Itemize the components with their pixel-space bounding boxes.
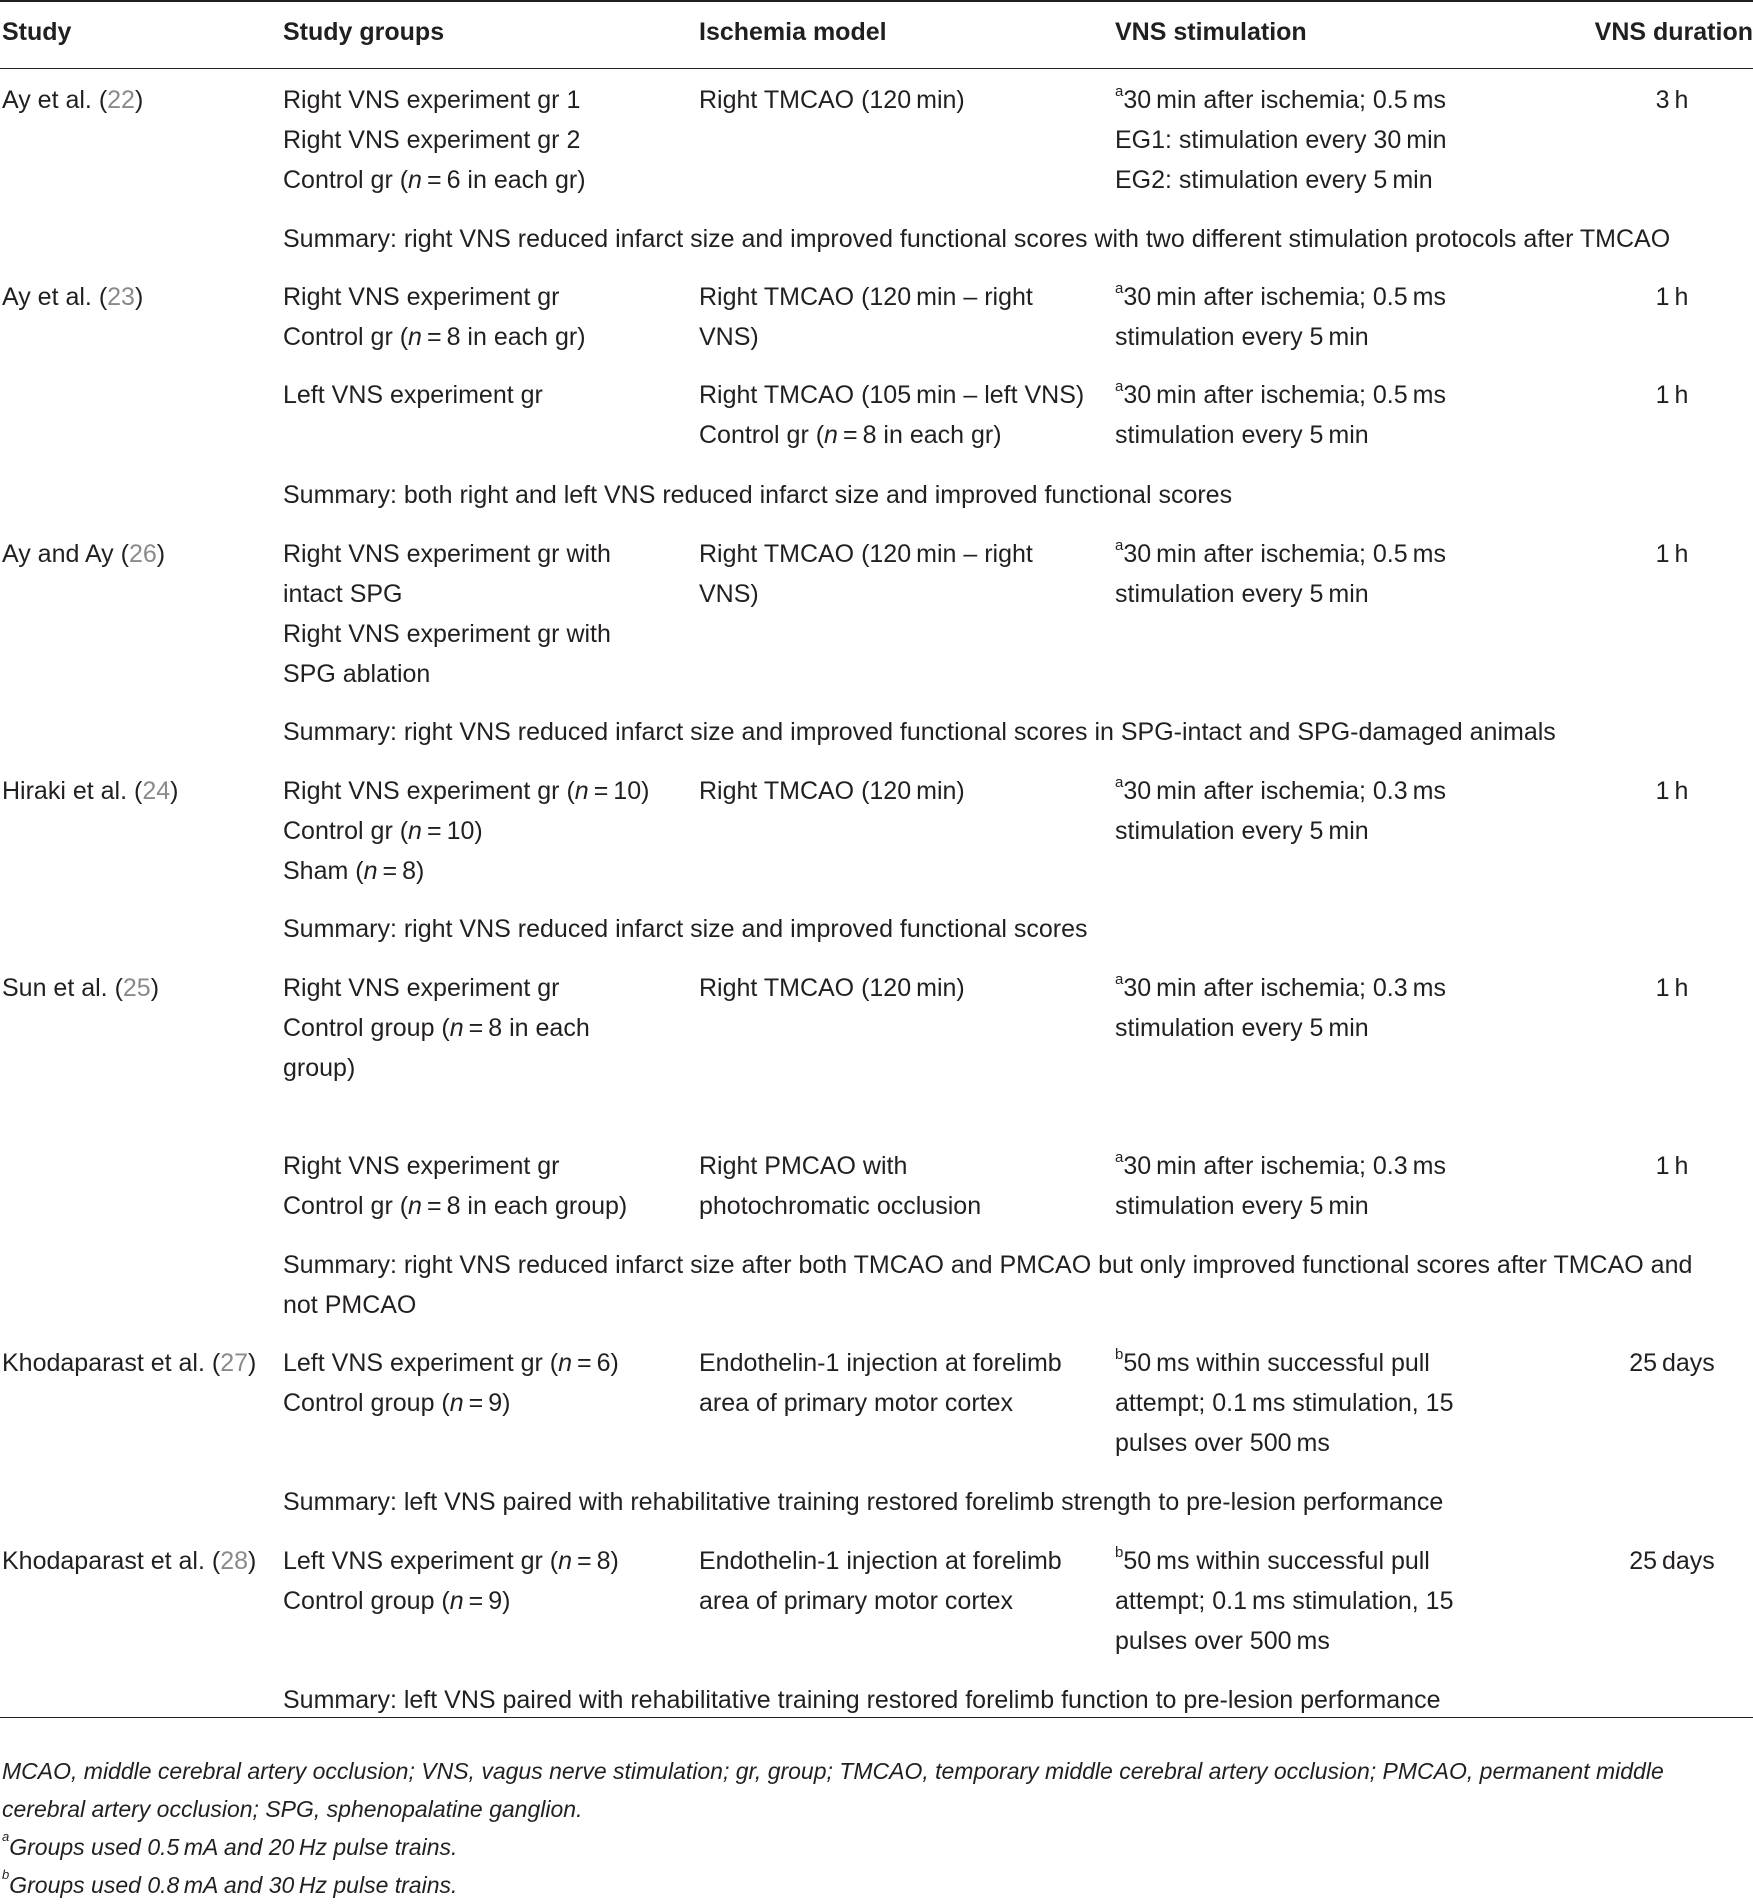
duration-cell: 1 h	[1655, 974, 1689, 1002]
study-cell: Ay et al. (22)	[2, 86, 144, 114]
model-cell: Right PMCAO with photochromatic occlusion	[699, 1152, 982, 1220]
groups-cell: Left VNS experiment gr	[283, 381, 543, 409]
stimulation-cell: $^b$50 ms within successful pull attempt; 0.1 ms stimulation, 15 pulses over 500 ms	[1115, 1345, 1454, 1457]
groups-cell: Left VNS experiment gr (n = 6) Control group (n = 9)	[283, 1349, 619, 1417]
model-cell: Right TMCAO (120 min – right VNS)	[699, 283, 1033, 351]
summary-row: Summary: right VNS reduced infarct size and improved functional scores with two different stimulation protocols after TMCAO	[283, 225, 1671, 253]
duration-cell: 1 h	[1655, 381, 1689, 409]
duration-cell: 1 h	[1655, 777, 1689, 805]
stimulation-cell: $^a$30 min after ischemia; 0.5 ms stimulation every 5 min	[1115, 279, 1446, 351]
header-vns-stimulation: VNS stimulation	[1115, 18, 1307, 46]
duration-cell: 1 h	[1655, 283, 1689, 311]
stimulation-cell: $^a$30 min after ischemia; 0.3 ms stimulation every 5 min	[1115, 970, 1446, 1042]
table-top-rule	[0, 0, 1753, 2]
duration-cell: 25 days	[1629, 1547, 1715, 1575]
duration-cell: 3 h	[1655, 86, 1689, 114]
model-cell: Endothelin-1 injection at forelimb area of primary motor cortex	[699, 1349, 1062, 1417]
header-vns-duration: VNS duration	[1594, 18, 1753, 46]
groups-cell: Right VNS experiment gr 1 Right VNS experiment gr 2 Control gr (n = 6 in each gr)	[283, 86, 586, 194]
abbreviations-note: MCAO, middle cerebral artery occlusion; VNS, vagus nerve stimulation; gr, group; TMCAO, temporary middle cerebral artery occlusion; PMCAO, permanent middle	[2, 1758, 1664, 1784]
header-study: Study	[2, 18, 72, 46]
summary-row: Summary: both right and left VNS reduced infarct size and improved functional scores	[283, 481, 1233, 509]
table-header-rule	[0, 68, 1753, 69]
reference-link[interactable]: 23	[107, 283, 135, 311]
model-cell: Right TMCAO (120 min – right VNS)	[699, 540, 1033, 608]
groups-cell: Right VNS experiment gr with intact SPG Right VNS experiment gr with SPG ablation	[283, 540, 611, 688]
duration-cell: 1 h	[1655, 540, 1689, 568]
summary-row: Summary: left VNS paired with rehabilitative training restored forelimb strength to pre-lesion performance	[283, 1488, 1444, 1516]
footnote-b: $^b$Groups used 0.8 mA and 30 Hz pulse trains.	[2, 1867, 458, 1898]
study-cell: Khodaparast et al. (28)	[2, 1547, 257, 1575]
footnote-a: $^a$Groups used 0.5 mA and 20 Hz pulse trains.	[2, 1829, 458, 1860]
abbreviations-note-continued: cerebral artery occlusion; SPG, sphenopalatine ganglion.	[2, 1796, 583, 1822]
study-cell: Hiraki et al. (24)	[2, 777, 179, 805]
summary-row: Summary: right VNS reduced infarct size and improved functional scores	[283, 915, 1088, 943]
summary-row: Summary: left VNS paired with rehabilitative training restored forelimb function to pre-lesion performance	[283, 1686, 1441, 1714]
reference-link[interactable]: 24	[142, 777, 171, 805]
study-cell: Ay et al. (23)	[2, 283, 144, 311]
summary-row: Summary: right VNS reduced infarct size and improved functional scores in SPG-intact and SPG-damaged animals	[283, 718, 1556, 746]
model-cell: Right TMCAO (120 min)	[699, 777, 965, 805]
stimulation-cell: $^a$30 min after ischemia; 0.5 ms EG1: stimulation every 30 min EG2: stimulation every 5 min	[1115, 82, 1447, 194]
model-cell: Endothelin-1 injection at forelimb area of primary motor cortex	[699, 1547, 1062, 1615]
header-study-groups: Study groups	[283, 18, 445, 46]
duration-cell: 25 days	[1629, 1349, 1715, 1377]
reference-link[interactable]: 22	[107, 86, 135, 114]
study-cell: Ay and Ay (26)	[2, 540, 166, 568]
model-cell: Right TMCAO (120 min)	[699, 86, 965, 114]
stimulation-cell: $^a$30 min after ischemia; 0.3 ms stimulation every 5 min	[1115, 773, 1446, 845]
header-ischemia-model: Ischemia model	[699, 18, 887, 46]
reference-link[interactable]: 27	[220, 1349, 249, 1377]
stimulation-cell: $^a$30 min after ischemia; 0.5 ms stimulation every 5 min	[1115, 536, 1446, 608]
study-cell: Sun et al. (25)	[2, 974, 160, 1002]
model-cell: Right TMCAO (105 min – left VNS) Control gr (n = 8 in each gr)	[699, 381, 1085, 449]
stimulation-cell: $^a$30 min after ischemia; 0.5 ms stimulation every 5 min	[1115, 377, 1446, 449]
reference-link[interactable]: 28	[220, 1547, 249, 1575]
reference-link[interactable]: 25	[122, 974, 151, 1002]
groups-cell: Right VNS experiment gr Control gr (n = 8 in each group)	[283, 1152, 628, 1220]
study-cell: Khodaparast et al. (27)	[2, 1349, 257, 1377]
stimulation-cell: $^b$50 ms within successful pull attempt; 0.1 ms stimulation, 15 pulses over 500 ms	[1115, 1543, 1454, 1655]
groups-cell: Left VNS experiment gr (n = 8) Control group (n = 9)	[283, 1547, 619, 1615]
table-footnotes	[2, 1752, 1753, 1904]
summary-row: Summary: right VNS reduced infarct size after both TMCAO and PMCAO but only improved functional scores after TMCAO and not PMCAO	[283, 1251, 1693, 1319]
model-cell: Right TMCAO (120 min)	[699, 974, 965, 1002]
duration-cell: 1 h	[1655, 1152, 1689, 1180]
table-bottom-rule	[0, 1717, 1753, 1718]
groups-cell: Right VNS experiment gr (n = 10) Control gr (n = 10) Sham (n = 8)	[283, 777, 650, 885]
groups-cell: Right VNS experiment gr Control group (n = 8 in each group)	[283, 974, 590, 1082]
reference-link[interactable]: 26	[128, 540, 157, 568]
stimulation-cell: $^a$30 min after ischemia; 0.3 ms stimulation every 5 min	[1115, 1148, 1446, 1220]
groups-cell: Right VNS experiment gr Control gr (n = 8 in each gr)	[283, 283, 586, 351]
